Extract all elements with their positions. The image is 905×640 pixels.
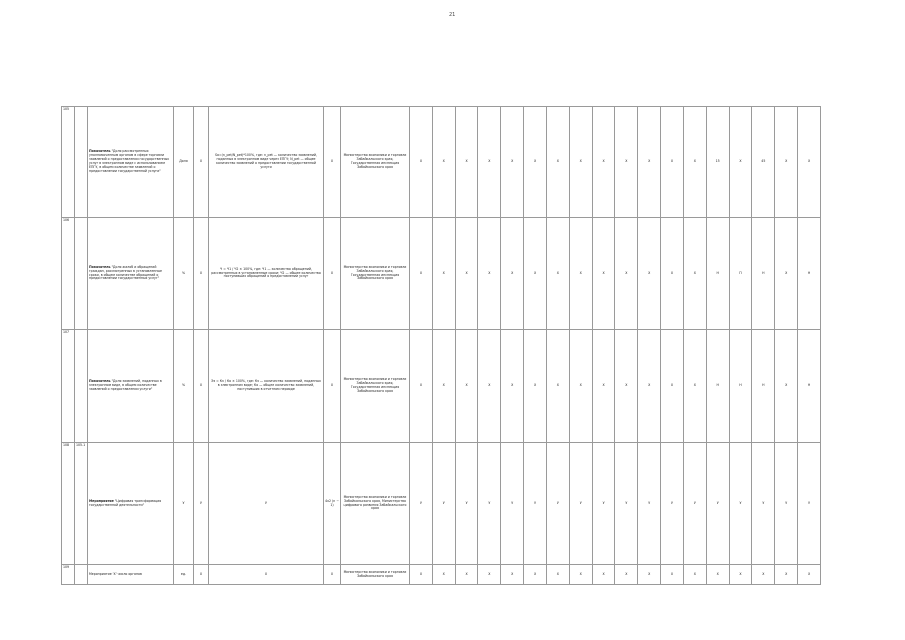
- indicator-type: Показатель: [89, 149, 111, 154]
- value-cell: Х: [683, 107, 706, 218]
- row-number: 105: [62, 107, 75, 218]
- row-number: 108: [62, 443, 75, 565]
- value-cell: Н: [798, 330, 821, 443]
- indicator-type: Показатель: [89, 379, 111, 384]
- indicator-name: Мероприятие 'Х' число органов: [89, 571, 142, 576]
- unit-cell: %: [174, 218, 194, 330]
- indicator-name: "Доля заявлений, поданных в электронном виде, в общем количестве заявлений о предоставлении услуги": [89, 379, 162, 391]
- value-cell: Х: [569, 565, 592, 585]
- table-row: [62, 565, 821, 585]
- value-cell: Х: [410, 330, 433, 443]
- value-cell: Х: [592, 218, 615, 330]
- value-cell: Х: [501, 107, 524, 218]
- value-cell: Х: [410, 218, 433, 330]
- value-cell: Н: [752, 330, 775, 443]
- value-cell: У: [661, 443, 684, 565]
- value-cell: Х: [683, 218, 706, 330]
- value-cell: Х: [546, 107, 569, 218]
- value-cell: Х: [455, 565, 478, 585]
- value-cell: Х: [615, 565, 638, 585]
- value-cell: Х: [683, 565, 706, 585]
- row-subnumber: [75, 330, 88, 443]
- indicator-type: Мероприятие: [89, 498, 114, 503]
- value-cell: Х: [569, 107, 592, 218]
- table-row: [62, 218, 821, 330]
- value-cell: Х: [661, 107, 684, 218]
- row-number: 106: [62, 218, 75, 330]
- value-cell: Х: [798, 565, 821, 585]
- value-cell: Х: [615, 218, 638, 330]
- value-cell: Х: [478, 330, 501, 443]
- value-cell: Н: [729, 330, 752, 443]
- value-cell: У: [592, 443, 615, 565]
- indicator-cell: [88, 107, 174, 218]
- value-cell: 45: [752, 107, 775, 218]
- value-cell: Х: [478, 565, 501, 585]
- unit-cell: Доля: [174, 107, 194, 218]
- value-cell: У: [638, 443, 661, 565]
- source-cell: Министерство экономики и торговли Забайкальского края, Министерство цифрового развития Забайкальского края: [341, 443, 410, 565]
- value-cell: Х: [661, 330, 684, 443]
- flag-cell: Х: [194, 107, 209, 218]
- value-cell: Н: [706, 330, 729, 443]
- value-cell: Х: [432, 565, 455, 585]
- value-cell: У: [775, 443, 798, 565]
- value-cell: Х: [478, 218, 501, 330]
- value-cell: Х: [592, 107, 615, 218]
- mark-cell: Х: [324, 218, 341, 330]
- value-cell: У: [455, 443, 478, 565]
- value-cell: Х: [501, 565, 524, 585]
- flag-cell: Х: [194, 330, 209, 443]
- value-cell: У: [569, 443, 592, 565]
- value-cell: Н: [706, 218, 729, 330]
- value-cell: Х: [775, 107, 798, 218]
- value-cell: Х: [455, 218, 478, 330]
- flag-cell: Х: [194, 565, 209, 585]
- value-cell: Х: [592, 565, 615, 585]
- value-cell: Х: [729, 107, 752, 218]
- row-number: 107: [62, 330, 75, 443]
- value-cell: П: [729, 218, 752, 330]
- value-cell: Н: [752, 218, 775, 330]
- value-cell: 15: [706, 107, 729, 218]
- indicator-cell: [88, 443, 174, 565]
- source-cell: Министерство экономики и торговли Забайкальского края, Государственная инспекция Забайкальского края: [341, 218, 410, 330]
- value-cell: Х: [615, 107, 638, 218]
- value-cell: Х: [775, 218, 798, 330]
- formula-cell: Х: [209, 565, 324, 585]
- table-row: [62, 107, 821, 218]
- value-cell: Х: [569, 218, 592, 330]
- value-cell: Х: [638, 107, 661, 218]
- value-cell: У: [478, 443, 501, 565]
- value-cell: Х: [775, 565, 798, 585]
- value-cell: Х: [569, 330, 592, 443]
- value-cell: Х: [410, 107, 433, 218]
- value-cell: Х: [546, 330, 569, 443]
- formula-cell: Ээ = Кэ / Ко × 100%, где: Кэ — количество заявлений, поданных в электронном виде; Ко — общее количество заявлений, поступивших в отчетном периоде: [209, 330, 324, 443]
- value-cell: Х: [661, 565, 684, 585]
- row-subnumber: 105.1: [75, 443, 88, 565]
- value-cell: У: [798, 443, 821, 565]
- value-cell: Х: [638, 565, 661, 585]
- unit-cell: %: [174, 330, 194, 443]
- indicator-name: "Цифровая трансформация государственной деятельности": [89, 498, 162, 507]
- value-cell: Х: [432, 330, 455, 443]
- value-cell: Х: [775, 330, 798, 443]
- value-cell: Х: [706, 565, 729, 585]
- row-subnumber: [75, 218, 88, 330]
- value-cell: У: [524, 443, 547, 565]
- indicator-cell: [88, 218, 174, 330]
- value-cell: Х: [432, 107, 455, 218]
- value-cell: Х: [638, 218, 661, 330]
- source-cell: Министерство экономики и торговли Забайкальского края, Государственная инспекция Забайкальского края: [341, 107, 410, 218]
- table-row: [62, 443, 821, 565]
- row-number: 109: [62, 565, 75, 585]
- value-cell: У: [501, 443, 524, 565]
- flag-cell: Х: [194, 218, 209, 330]
- value-cell: Х: [524, 218, 547, 330]
- row-subnumber: [75, 565, 88, 585]
- value-cell: У: [546, 443, 569, 565]
- value-cell: Х: [546, 565, 569, 585]
- mark-cell: Х: [324, 107, 341, 218]
- value-cell: Х: [524, 565, 547, 585]
- value-cell: Х: [615, 330, 638, 443]
- value-cell: Х: [501, 330, 524, 443]
- unit-cell: ед.: [174, 565, 194, 585]
- row-subnumber: [75, 107, 88, 218]
- value-cell: Х: [524, 107, 547, 218]
- flag-cell: У: [194, 443, 209, 565]
- value-cell: Н: [798, 218, 821, 330]
- value-cell: Х: [798, 107, 821, 218]
- value-cell: У: [729, 443, 752, 565]
- mark-cell: 4x2 (n − 1): [324, 443, 341, 565]
- source-cell: Министерство экономики и торговли Забайкальского края, Государственная инспекция Забайкальского края: [341, 330, 410, 443]
- value-cell: Х: [546, 218, 569, 330]
- value-cell: У: [683, 443, 706, 565]
- value-cell: У: [432, 443, 455, 565]
- value-cell: Х: [729, 565, 752, 585]
- value-cell: Х: [501, 218, 524, 330]
- indicator-table: [61, 106, 821, 585]
- value-cell: Х: [638, 330, 661, 443]
- value-cell: Х: [478, 107, 501, 218]
- value-cell: Х: [455, 107, 478, 218]
- value-cell: У: [615, 443, 638, 565]
- table-row: [62, 330, 821, 443]
- value-cell: Х: [592, 330, 615, 443]
- mark-cell: Х: [324, 330, 341, 443]
- value-cell: Х: [455, 330, 478, 443]
- unit-cell: У: [174, 443, 194, 565]
- source-cell: Министерство экономики и торговли Забайкальского края: [341, 565, 410, 585]
- value-cell: Х: [432, 218, 455, 330]
- formula-cell: У: [209, 443, 324, 565]
- indicator-name: "Доля рассмотренных уполномоченным органом в сфере торговли заявлений о предоставлении государственных услуг в электронном виде с использованием ЕПГУ, в общем количестве заявлений о предоставлении государственной услуги": [89, 149, 170, 173]
- value-cell: Х: [410, 565, 433, 585]
- indicator-type: Показатель: [89, 264, 111, 269]
- indicator-name: "Доля жалоб и обращений граждан, рассмотренных в установленные сроки, в общем количестве обращений о предоставлении государственных услуг": [89, 264, 162, 281]
- formula-cell: Sa=(n_pet/N_pet)*100%, где: n_pet — количество заявлений, поданных в электронном виде через ЕПГУ; N_pet — общее количество заявлений о предоставлении государственной услуги: [209, 107, 324, 218]
- value-cell: Х: [752, 565, 775, 585]
- value-cell: Х: [683, 330, 706, 443]
- value-cell: У: [410, 443, 433, 565]
- value-cell: У: [706, 443, 729, 565]
- value-cell: Х: [524, 330, 547, 443]
- indicator-cell: [88, 330, 174, 443]
- value-cell: У: [752, 443, 775, 565]
- formula-cell: Ч = Ч1 / Ч2 × 100%, где: Ч1 — количество обращений, рассмотренных в установленные сроки; Ч2 — общее количество поступивших обращений о предоставлении услуг: [209, 218, 324, 330]
- mark-cell: Х: [324, 565, 341, 585]
- value-cell: Х: [661, 218, 684, 330]
- page-number: 21: [449, 12, 456, 18]
- indicator-cell: [88, 565, 174, 585]
